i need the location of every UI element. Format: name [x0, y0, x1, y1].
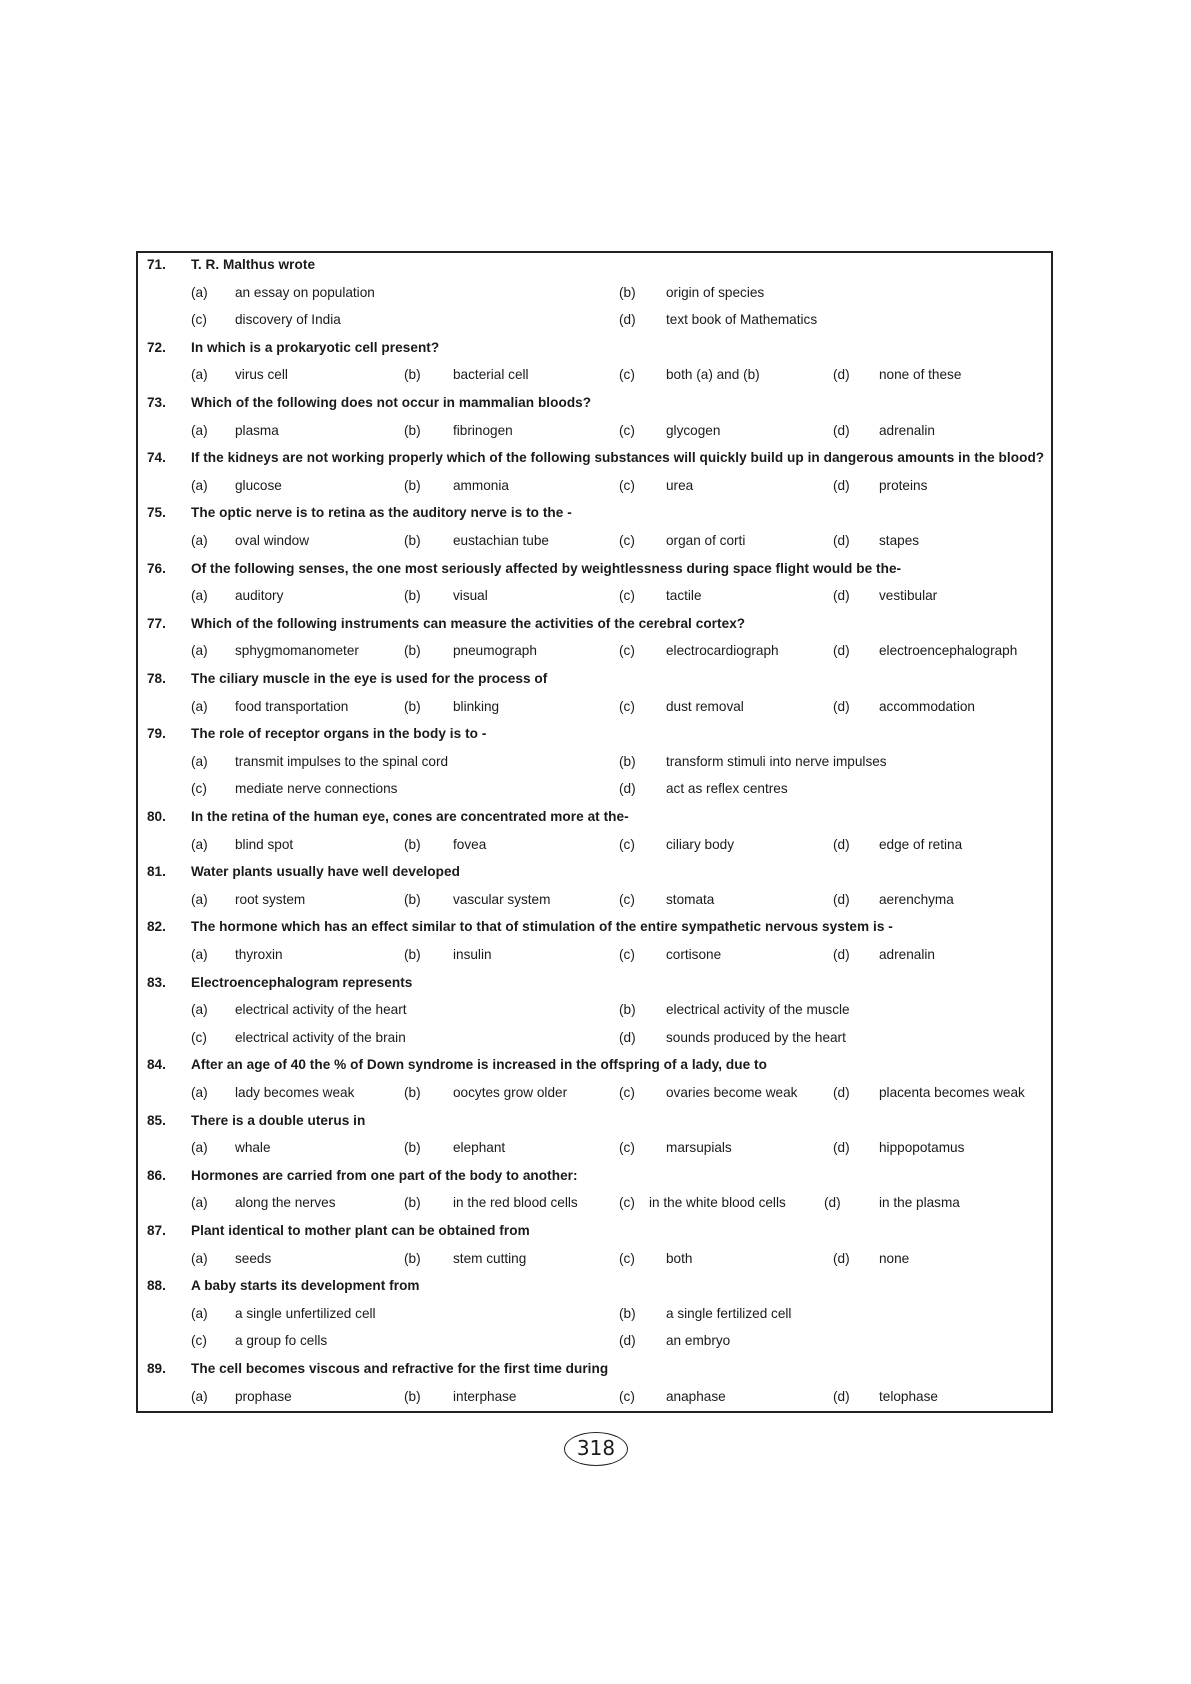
question-text: In which is a prokaryotic cell present?: [191, 339, 440, 355]
option-label: (b): [404, 422, 421, 438]
option-text: lady becomes weak: [235, 1085, 355, 1100]
option-text: visual: [453, 588, 488, 604]
question-number: 75.: [147, 505, 166, 521]
question-text: The role of receptor organs in the body is to -: [191, 726, 487, 742]
option-label: (b): [619, 284, 636, 300]
question-row: [138, 1357, 1051, 1385]
question-number: 76.: [147, 560, 166, 576]
option-text: vascular system: [453, 891, 551, 907]
option-row: [138, 308, 1051, 336]
option-text: transform stimuli into nerve impulses: [666, 753, 887, 769]
question-text: T. R. Malthus wrote: [191, 257, 316, 272]
question-row: [138, 1219, 1051, 1247]
option-text: electroencephalograph: [879, 643, 1018, 659]
question-row: [138, 1053, 1051, 1081]
option-row: [138, 833, 1051, 861]
option-label: (b): [404, 836, 421, 852]
option-text: fovea: [453, 836, 487, 852]
question-number: 73.: [147, 395, 166, 410]
option-text: virus cell: [235, 367, 288, 383]
option-label: (d): [833, 698, 850, 714]
question-text: Of the following senses, the one most seriously affected by weightlessness during space flight would be the-: [191, 560, 902, 576]
question-number: 85.: [147, 1112, 166, 1128]
option-text: ovaries become weak: [666, 1085, 798, 1100]
option-label: (c): [619, 367, 635, 383]
option-row: [138, 1081, 1051, 1109]
option-label: (c): [619, 891, 635, 907]
option-text: stem cutting: [453, 1250, 527, 1266]
option-label: (d): [833, 1388, 850, 1404]
question-row: [138, 446, 1051, 474]
option-row: [138, 639, 1051, 667]
option-label: (a): [191, 477, 208, 493]
question-number: 71.: [147, 257, 166, 272]
question-row: [138, 1274, 1051, 1302]
option-text: an essay on population: [235, 284, 375, 300]
option-label: (d): [833, 422, 850, 438]
option-text: electrical activity of the muscle: [666, 1002, 850, 1018]
option-text: adrenalin: [879, 947, 935, 962]
option-row: [138, 998, 1051, 1026]
option-label: (b): [404, 1388, 421, 1404]
option-label: (a): [191, 891, 208, 907]
option-text: ammonia: [453, 477, 509, 493]
option-text: none of these: [879, 367, 962, 383]
option-text: fibrinogen: [453, 422, 513, 438]
option-text: a single unfertilized cell: [235, 1305, 376, 1321]
question-number: 86.: [147, 1167, 166, 1183]
option-text: elephant: [453, 1140, 506, 1156]
option-label: (d): [619, 312, 636, 328]
option-text: organ of corti: [666, 533, 746, 548]
question-number: 82.: [147, 919, 166, 935]
option-text: prophase: [235, 1388, 292, 1404]
question-row: [138, 915, 1051, 943]
option-row: [138, 1136, 1051, 1164]
question-number: 78.: [147, 671, 166, 686]
question-number: 79.: [147, 726, 166, 742]
question-number: 81.: [147, 864, 166, 880]
question-box: [136, 251, 1053, 1413]
question-text: Which of the following instruments can measure the activities of the cerebral cortex?: [191, 615, 746, 631]
option-row: [138, 474, 1051, 502]
option-text: an embryo: [666, 1333, 731, 1349]
option-row: [138, 584, 1051, 612]
question-row: [138, 722, 1051, 750]
option-text: food transportation: [235, 698, 349, 714]
option-row: [138, 419, 1051, 447]
option-text: in the plasma: [879, 1195, 960, 1211]
option-text: stomata: [666, 891, 715, 907]
question-row: [138, 805, 1051, 833]
option-text: origin of species: [666, 284, 765, 300]
option-label: (b): [404, 1195, 421, 1211]
option-label: (a): [191, 643, 208, 659]
option-label: (a): [191, 1140, 208, 1156]
option-label: (b): [404, 1250, 421, 1266]
option-text: stapes: [879, 533, 920, 548]
option-label: (c): [619, 1195, 635, 1211]
option-text: a single fertilized cell: [666, 1305, 792, 1321]
option-text: bacterial cell: [453, 367, 529, 383]
question-text: The cell becomes viscous and refractive for the first time during: [191, 1361, 609, 1376]
option-text: vestibular: [879, 588, 938, 604]
option-label: (a): [191, 1085, 208, 1100]
option-label: (a): [191, 1002, 208, 1018]
option-text: root system: [235, 891, 306, 907]
option-label: (d): [833, 643, 850, 659]
question-row: [138, 557, 1051, 585]
option-text: placenta becomes weak: [879, 1085, 1025, 1100]
option-row: [138, 1026, 1051, 1054]
option-label: (c): [191, 1333, 207, 1349]
option-text: anaphase: [666, 1388, 726, 1404]
option-label: (c): [191, 781, 207, 797]
option-label: (a): [191, 1250, 208, 1266]
option-label: (c): [191, 1029, 207, 1045]
question-row: [138, 391, 1051, 419]
option-label: (c): [191, 312, 207, 328]
option-label: (d): [833, 588, 850, 604]
option-text: along the nerves: [235, 1195, 336, 1211]
option-text: whale: [235, 1140, 271, 1156]
question-text: The ciliary muscle in the eye is used for the process of: [191, 671, 548, 686]
option-text: tactile: [666, 588, 702, 604]
option-text: both: [666, 1250, 693, 1266]
option-label: (a): [191, 836, 208, 852]
option-text: blinking: [453, 698, 500, 714]
option-row: [138, 777, 1051, 805]
option-text: auditory: [235, 588, 284, 604]
option-label: (c): [619, 588, 635, 604]
option-row: [138, 1329, 1051, 1357]
question-row: [138, 501, 1051, 529]
option-text: transmit impulses to the spinal cord: [235, 753, 449, 769]
question-number: 89.: [147, 1361, 166, 1376]
question-number: 77.: [147, 615, 166, 631]
option-row: [138, 1247, 1051, 1275]
option-text: urea: [666, 477, 694, 493]
option-text: plasma: [235, 422, 279, 438]
option-label: (d): [833, 367, 850, 383]
option-text: in the white blood cells: [649, 1195, 786, 1211]
option-text: text book of Mathematics: [666, 312, 818, 328]
option-label: (b): [619, 753, 636, 769]
option-label: (c): [619, 422, 635, 438]
option-label: (c): [619, 947, 635, 962]
question-text: Hormones are carried from one part of the body to another:: [191, 1167, 578, 1183]
option-text: accommodation: [879, 698, 975, 714]
option-label: (d): [833, 891, 850, 907]
option-label: (b): [404, 588, 421, 604]
question-number: 74.: [147, 450, 166, 466]
option-text: ciliary body: [666, 836, 734, 852]
option-label: (b): [404, 477, 421, 493]
option-text: glycogen: [666, 422, 721, 438]
question-number: 80.: [147, 809, 166, 824]
question-text: Which of the following does not occur in mammalian bloods?: [191, 395, 592, 410]
option-label: (d): [619, 781, 636, 797]
option-text: both (a) and (b): [666, 367, 760, 383]
option-label: (b): [619, 1002, 636, 1018]
option-text: oval window: [235, 533, 310, 548]
option-row: [138, 888, 1051, 916]
question-text: Plant identical to mother plant can be obtained from: [191, 1223, 530, 1238]
option-text: in the red blood cells: [453, 1195, 578, 1211]
option-row: [138, 1191, 1051, 1219]
option-label: (b): [404, 891, 421, 907]
option-label: (c): [619, 533, 635, 548]
option-text: insulin: [453, 947, 492, 962]
question-text: In the retina of the human eye, cones are concentrated more at the-: [191, 809, 629, 824]
question-text: The hormone which has an effect similar to that of stimulation of the entire sympathetic nervous system is -: [191, 919, 893, 935]
option-label: (d): [824, 1195, 841, 1211]
option-label: (d): [833, 947, 850, 962]
question-text: Water plants usually have well developed: [191, 864, 460, 880]
question-text: If the kidneys are not working properly which of the following substances will quickly build up in dangerous amounts in the blood?: [191, 450, 1045, 466]
option-text: sphygmomanometer: [235, 643, 359, 659]
question-row: [138, 971, 1051, 999]
question-row: [138, 1109, 1051, 1137]
option-label: (c): [619, 643, 635, 659]
option-label: (c): [619, 698, 635, 714]
option-label: (a): [191, 533, 208, 548]
option-label: (a): [191, 284, 208, 300]
option-text: marsupials: [666, 1140, 732, 1156]
question-row: [138, 336, 1051, 364]
question-row: [138, 253, 1051, 281]
option-label: (b): [404, 1140, 421, 1156]
question-row: [138, 612, 1051, 640]
option-text: telophase: [879, 1388, 938, 1404]
option-row: [138, 363, 1051, 391]
option-label: (a): [191, 588, 208, 604]
option-label: (a): [191, 1388, 208, 1404]
question-row: [138, 860, 1051, 888]
option-label: (d): [619, 1029, 636, 1045]
option-text: a group fo cells: [235, 1333, 328, 1349]
question-text: There is a double uterus in: [191, 1112, 366, 1128]
question-text: A baby starts its development from: [191, 1278, 420, 1294]
option-text: sounds produced by the heart: [666, 1029, 846, 1045]
question-text: After an age of 40 the % of Down syndrome is increased in the offspring of a lady, due to: [191, 1057, 767, 1073]
option-row: [138, 695, 1051, 723]
option-label: (c): [619, 1085, 635, 1100]
option-row: [138, 750, 1051, 778]
question-row: [138, 1164, 1051, 1192]
option-text: cortisone: [666, 947, 722, 962]
option-text: pneumograph: [453, 643, 537, 659]
option-text: edge of retina: [879, 836, 963, 852]
option-label: (a): [191, 422, 208, 438]
question-number: 87.: [147, 1223, 166, 1238]
option-text: eustachian tube: [453, 533, 549, 548]
question-text: Electroencephalogram represents: [191, 974, 413, 990]
option-text: none: [879, 1250, 910, 1266]
option-label: (d): [833, 1250, 850, 1266]
option-text: aerenchyma: [879, 891, 954, 907]
question-number: 88.: [147, 1278, 166, 1294]
question-text: The optic nerve is to retina as the auditory nerve is to the -: [191, 505, 572, 521]
page-number: 318: [564, 1432, 628, 1466]
question-number: 83.: [147, 974, 166, 990]
option-text: oocytes grow older: [453, 1085, 568, 1100]
option-text: seeds: [235, 1250, 272, 1266]
option-label: (d): [833, 836, 850, 852]
option-label: (a): [191, 947, 208, 962]
option-label: (c): [619, 1140, 635, 1156]
option-text: act as reflex centres: [666, 781, 788, 797]
question-number: 84.: [147, 1057, 166, 1073]
option-label: (b): [404, 698, 421, 714]
option-text: electrical activity of the heart: [235, 1002, 407, 1018]
option-text: electrical activity of the brain: [235, 1029, 406, 1045]
option-label: (b): [404, 533, 421, 548]
option-label: (a): [191, 1195, 208, 1211]
option-label: (a): [191, 698, 208, 714]
option-label: (a): [191, 753, 208, 769]
question-number: 72.: [147, 339, 166, 355]
question-row: [138, 667, 1051, 695]
option-label: (b): [404, 947, 421, 962]
option-row: [138, 1302, 1051, 1330]
option-text: mediate nerve connections: [235, 781, 398, 797]
option-text: electrocardiograph: [666, 643, 779, 659]
option-text: adrenalin: [879, 422, 935, 438]
option-row: [138, 529, 1051, 557]
option-label: (b): [404, 643, 421, 659]
option-row: [138, 1385, 1051, 1413]
option-text: proteins: [879, 477, 928, 493]
option-label: (b): [404, 367, 421, 383]
option-label: (b): [619, 1305, 636, 1321]
option-label: (b): [404, 1085, 421, 1100]
option-label: (d): [833, 477, 850, 493]
option-text: dust removal: [666, 698, 744, 714]
option-label: (d): [833, 533, 850, 548]
option-label: (d): [619, 1333, 636, 1349]
option-row: [138, 943, 1051, 971]
option-label: (c): [619, 1388, 635, 1404]
option-label: (c): [619, 1250, 635, 1266]
option-text: glucose: [235, 477, 282, 493]
option-row: [138, 281, 1051, 309]
option-label: (d): [833, 1085, 850, 1100]
option-text: discovery of India: [235, 312, 341, 328]
option-text: interphase: [453, 1388, 517, 1404]
option-text: thyroxin: [235, 947, 283, 962]
option-text: hippopotamus: [879, 1140, 965, 1156]
option-label: (c): [619, 477, 635, 493]
option-label: (a): [191, 367, 208, 383]
option-text: blind spot: [235, 836, 294, 852]
option-label: (d): [833, 1140, 850, 1156]
option-label: (a): [191, 1305, 208, 1321]
option-label: (c): [619, 836, 635, 852]
